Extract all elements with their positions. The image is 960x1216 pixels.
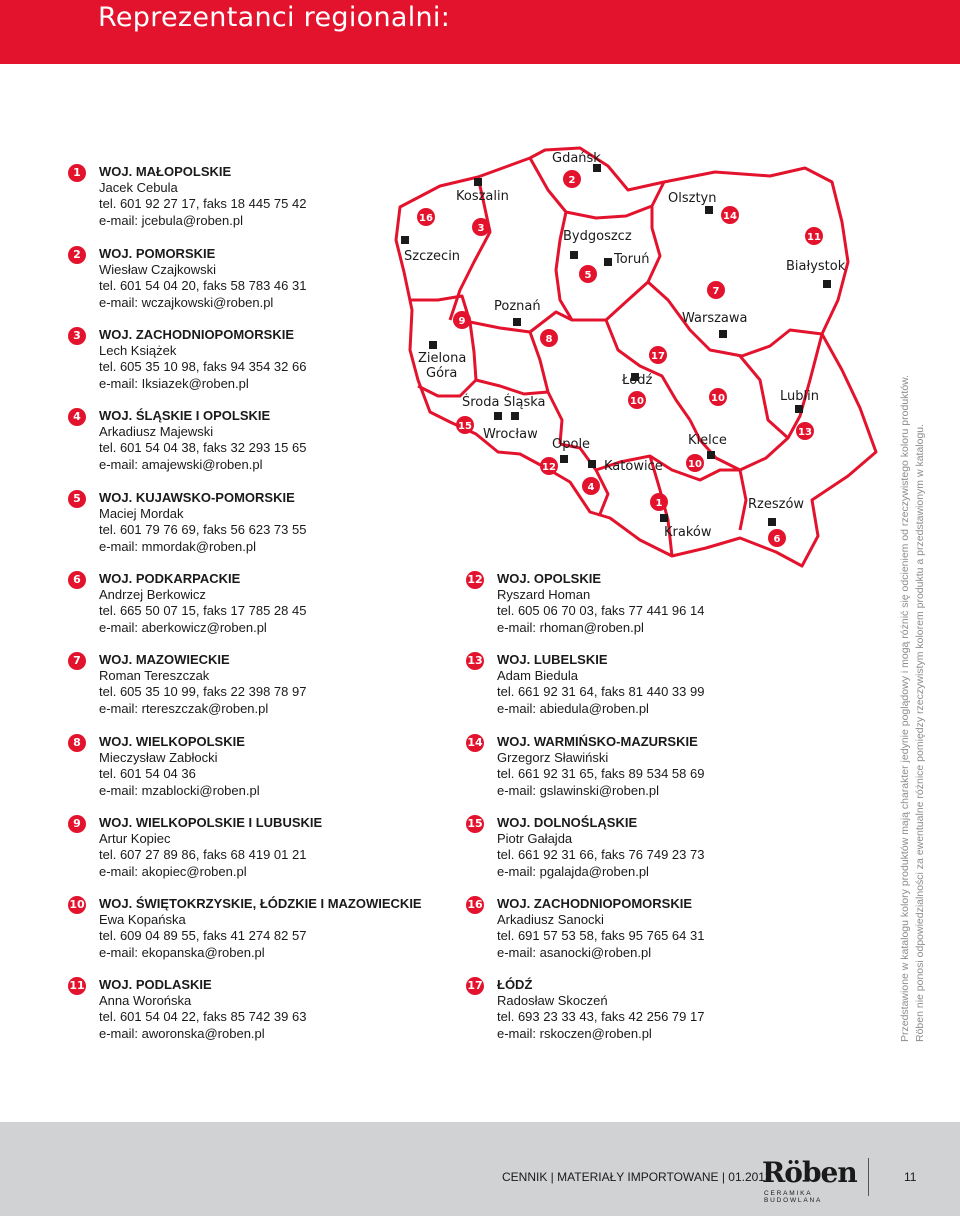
rep-name: Artur Kopiec xyxy=(99,831,171,846)
rep-email: e-mail: jcebula@roben.pl xyxy=(99,212,243,228)
list-item xyxy=(73,652,459,717)
map-number: 14 xyxy=(723,211,737,222)
region-name: WOJ. PODKARPACKIE xyxy=(99,571,241,586)
region-number: 2 xyxy=(68,246,86,264)
rep-phone: tel. 605 35 10 99, faks 22 398 78 97 xyxy=(99,684,307,700)
city-label: Kraków xyxy=(664,525,712,540)
rep-name: Maciej Mordak xyxy=(99,506,184,521)
rep-name: Ryszard Homan xyxy=(497,587,591,602)
rep-phone: tel. 661 92 31 66, faks 76 749 23 73 xyxy=(497,847,705,863)
rep-email: e-mail: pgalajda@roben.pl xyxy=(497,863,649,879)
region-name: WOJ. ZACHODNIOPOMORSKIE xyxy=(99,327,295,342)
region-name: ŁÓDŹ xyxy=(497,977,533,992)
region-number: 14 xyxy=(466,734,484,752)
city-label: Rzeszów xyxy=(748,497,805,512)
map-number: 13 xyxy=(798,427,812,438)
list-item xyxy=(69,896,459,961)
region-name: WOJ. MAŁOPOLSKIE xyxy=(99,164,232,179)
region-name: WOJ. POMORSKIE xyxy=(99,246,216,261)
region-number: 4 xyxy=(68,408,86,426)
rep-phone: tel. 665 50 07 15, faks 17 785 28 45 xyxy=(99,603,307,619)
city-label-cont: Góra xyxy=(426,366,458,381)
rep-phone: tel. 609 04 89 55, faks 41 274 82 57 xyxy=(99,928,307,944)
map-number: 4 xyxy=(587,482,595,493)
city-label: Toruń xyxy=(614,252,650,267)
region-name: WOJ. WIELKOPOLSKIE xyxy=(99,734,245,749)
region-number: 6 xyxy=(68,571,86,589)
rep-name: Radosław Skoczeń xyxy=(497,993,608,1008)
city-label: Lublin xyxy=(780,389,819,404)
rep-phone: tel. 691 57 53 58, faks 95 765 64 31 xyxy=(497,928,705,944)
region-number: 9 xyxy=(68,815,86,833)
map-number: 10 xyxy=(630,396,644,407)
rep-email: e-mail: asanocki@roben.pl xyxy=(497,944,652,960)
map-number: 3 xyxy=(477,223,485,234)
rep-email: e-mail: gslawinski@roben.pl xyxy=(497,782,660,798)
city-label: Warszawa xyxy=(682,311,748,326)
rep-phone: tel. 661 92 31 64, faks 81 440 33 99 xyxy=(497,684,705,700)
region-number: 8 xyxy=(68,734,86,752)
city-label: Opole xyxy=(552,437,591,452)
rep-phone: tel. 607 27 89 86, faks 68 419 01 21 xyxy=(99,847,307,863)
rep-email: e-mail: akopiec@roben.pl xyxy=(99,863,247,879)
rep-name: Piotr Gałajda xyxy=(497,831,573,846)
region-number: 3 xyxy=(68,327,86,345)
region-name: WOJ. ŚLĄSKIE I OPOLSKIE xyxy=(99,408,271,423)
rep-phone: tel. 601 54 04 22, faks 85 742 39 63 xyxy=(99,1009,307,1025)
region-number: 11 xyxy=(68,977,86,995)
rep-name: Arkadiusz Majewski xyxy=(99,424,214,439)
footer-info: CENNIK | MATERIAŁY IMPORTOWANE | 01.2013 xyxy=(502,1170,772,1184)
rep-name: Andrzej Berkowicz xyxy=(99,587,206,602)
region-name: WOJ. MAZOWIECKIE xyxy=(99,652,230,667)
rep-email: e-mail: rtereszczak@roben.pl xyxy=(99,700,269,716)
rep-email: e-mail: mmordak@roben.pl xyxy=(99,538,256,554)
city-label: Katowice xyxy=(604,459,663,474)
rep-name: Jacek Cebula xyxy=(99,180,178,195)
page-number: 11 xyxy=(904,1170,917,1184)
rep-name: Lech Książek xyxy=(99,343,177,358)
city-label: Zielona xyxy=(418,351,467,366)
region-name: WOJ. KUJAWSKO-POMORSKIE xyxy=(99,490,295,505)
footer-divider xyxy=(868,1158,869,1196)
logo-subtitle: CERAMIKA BUDOWLANA xyxy=(764,1190,823,1204)
rep-name: Mieczysław Zabłocki xyxy=(99,750,218,765)
region-number: 1 xyxy=(68,164,86,182)
map-number: 9 xyxy=(458,316,466,327)
rep-phone: tel. 601 92 27 17, faks 18 445 75 42 xyxy=(99,196,307,212)
rep-email: e-mail: aworonska@roben.pl xyxy=(99,1025,265,1041)
disclaimer xyxy=(898,302,928,1042)
map-number: 7 xyxy=(712,286,720,297)
city-label: Szczecin xyxy=(404,249,461,264)
disclaimer-line: Przedstawione w katalogu kolory produktów mają charakter jedynie poglądowy i mogą różnić się odcieniem od rzeczywistego koloru produktów. xyxy=(899,374,911,1042)
city-label: Koszalin xyxy=(456,189,509,204)
rep-email: e-mail: wczajkowski@roben.pl xyxy=(99,294,274,310)
rep-name: Adam Biedula xyxy=(497,668,578,683)
region-name: WOJ. DOLNOŚLĄSKIE xyxy=(497,815,638,830)
region-number: 16 xyxy=(466,896,484,914)
rep-phone: tel. 693 23 33 43, faks 42 256 79 17 xyxy=(497,1009,705,1025)
list-item xyxy=(73,815,459,880)
city-label: Poznań xyxy=(494,299,541,314)
rep-name: Roman Tereszczak xyxy=(99,668,210,683)
region-name: WOJ. WIELKOPOLSKIE I LUBUSKIE xyxy=(99,815,323,830)
footer xyxy=(0,1122,960,1216)
region-name: WOJ. PODLASKIE xyxy=(99,977,212,992)
list-item xyxy=(467,734,857,799)
region-circles xyxy=(417,170,823,547)
region-name: WOJ. OPOLSKIE xyxy=(497,571,602,586)
disclaimer-line: Röben nie ponosi odpowiedzialności za ewentualne różnice pomiędzy rzeczywistym kolorem produktu a przedstawionym w katalogu. xyxy=(914,423,926,1042)
rep-phone: tel. 601 54 04 38, faks 32 293 15 65 xyxy=(99,440,307,456)
rep-email: e-mail: rskoczen@roben.pl xyxy=(497,1025,652,1041)
rep-email: e-mail: Iksiazek@roben.pl xyxy=(99,375,249,391)
city-label: Kielce xyxy=(688,433,727,448)
city-label: Białystok xyxy=(786,259,846,274)
list-item xyxy=(467,652,857,717)
list-item xyxy=(467,977,857,1042)
logo-word: Röben xyxy=(762,1156,857,1189)
rep-email: e-mail: ekopanska@roben.pl xyxy=(99,944,265,960)
region-name: WOJ. LUBELSKIE xyxy=(497,652,608,667)
region-number: 13 xyxy=(466,652,484,670)
rep-name: Grzegorz Sławiński xyxy=(497,750,609,765)
rep-name: Wiesław Czajkowski xyxy=(99,262,217,277)
list-item xyxy=(69,977,459,1042)
region-name: WOJ. ZACHODNIOPOMORSKIE xyxy=(497,896,693,911)
rep-phone: tel. 601 54 04 36 xyxy=(99,766,196,782)
list-item xyxy=(73,734,459,799)
city-label: Środa Śląska xyxy=(462,395,546,410)
rep-name: Arkadiusz Sanocki xyxy=(497,912,604,927)
region-number: 5 xyxy=(68,490,86,508)
city-label: Gdańsk xyxy=(552,151,601,166)
city-label: Łódź xyxy=(622,373,653,388)
map-number: 1 xyxy=(655,498,663,509)
rep-phone: tel. 605 06 70 03, faks 77 441 96 14 xyxy=(497,603,705,619)
map-number: 17 xyxy=(651,351,665,362)
map-number: 5 xyxy=(584,270,592,281)
city-label: Olsztyn xyxy=(668,191,717,206)
map-number: 6 xyxy=(773,534,781,545)
rep-email: e-mail: rhoman@roben.pl xyxy=(497,619,644,635)
region-number: 15 xyxy=(466,815,484,833)
rep-name: Ewa Kopańska xyxy=(99,912,186,927)
city-label: Bydgoszcz xyxy=(563,229,632,244)
map-number: 10 xyxy=(711,393,725,404)
rep-email: e-mail: amajewski@roben.pl xyxy=(99,456,263,472)
rep-phone: tel. 661 92 31 65, faks 89 534 58 69 xyxy=(497,766,705,782)
region-name: WOJ. WARMIŃSKO-MAZURSKIE xyxy=(497,734,698,749)
rep-email: e-mail: aberkowicz@roben.pl xyxy=(99,619,267,635)
map-number: 10 xyxy=(688,459,702,470)
map-number: 2 xyxy=(568,175,576,186)
map-number: 8 xyxy=(545,334,553,345)
region-number: 10 xyxy=(68,896,86,914)
region-number: 7 xyxy=(68,652,86,670)
region-number: 17 xyxy=(466,977,484,995)
rep-phone: tel. 601 54 04 20, faks 58 783 46 31 xyxy=(99,278,307,294)
region-number: 12 xyxy=(466,571,484,589)
map-number: 16 xyxy=(419,213,433,224)
list-item xyxy=(467,896,857,961)
rep-email: e-mail: mzablocki@roben.pl xyxy=(99,782,260,798)
rep-name: Anna Worońska xyxy=(99,993,192,1008)
map-number: 11 xyxy=(807,232,821,243)
map-number: 15 xyxy=(458,421,472,432)
rep-phone: tel. 605 35 10 98, faks 94 354 32 66 xyxy=(99,359,307,375)
region-name: WOJ. ŚWIĘTOKRZYSKIE, ŁÓDZKIE I MAZOWIECKIE xyxy=(99,896,422,911)
map-number: 12 xyxy=(542,462,556,473)
rep-email: e-mail: abiedula@roben.pl xyxy=(497,700,649,716)
poland-map xyxy=(0,0,960,600)
page-title: Reprezentanci regionalni: xyxy=(98,2,451,33)
city-label: Wrocław xyxy=(483,427,538,442)
rep-phone: tel. 601 79 76 69, faks 56 623 73 55 xyxy=(99,522,307,538)
roben-logo xyxy=(762,1154,857,1204)
list-item xyxy=(467,815,857,880)
